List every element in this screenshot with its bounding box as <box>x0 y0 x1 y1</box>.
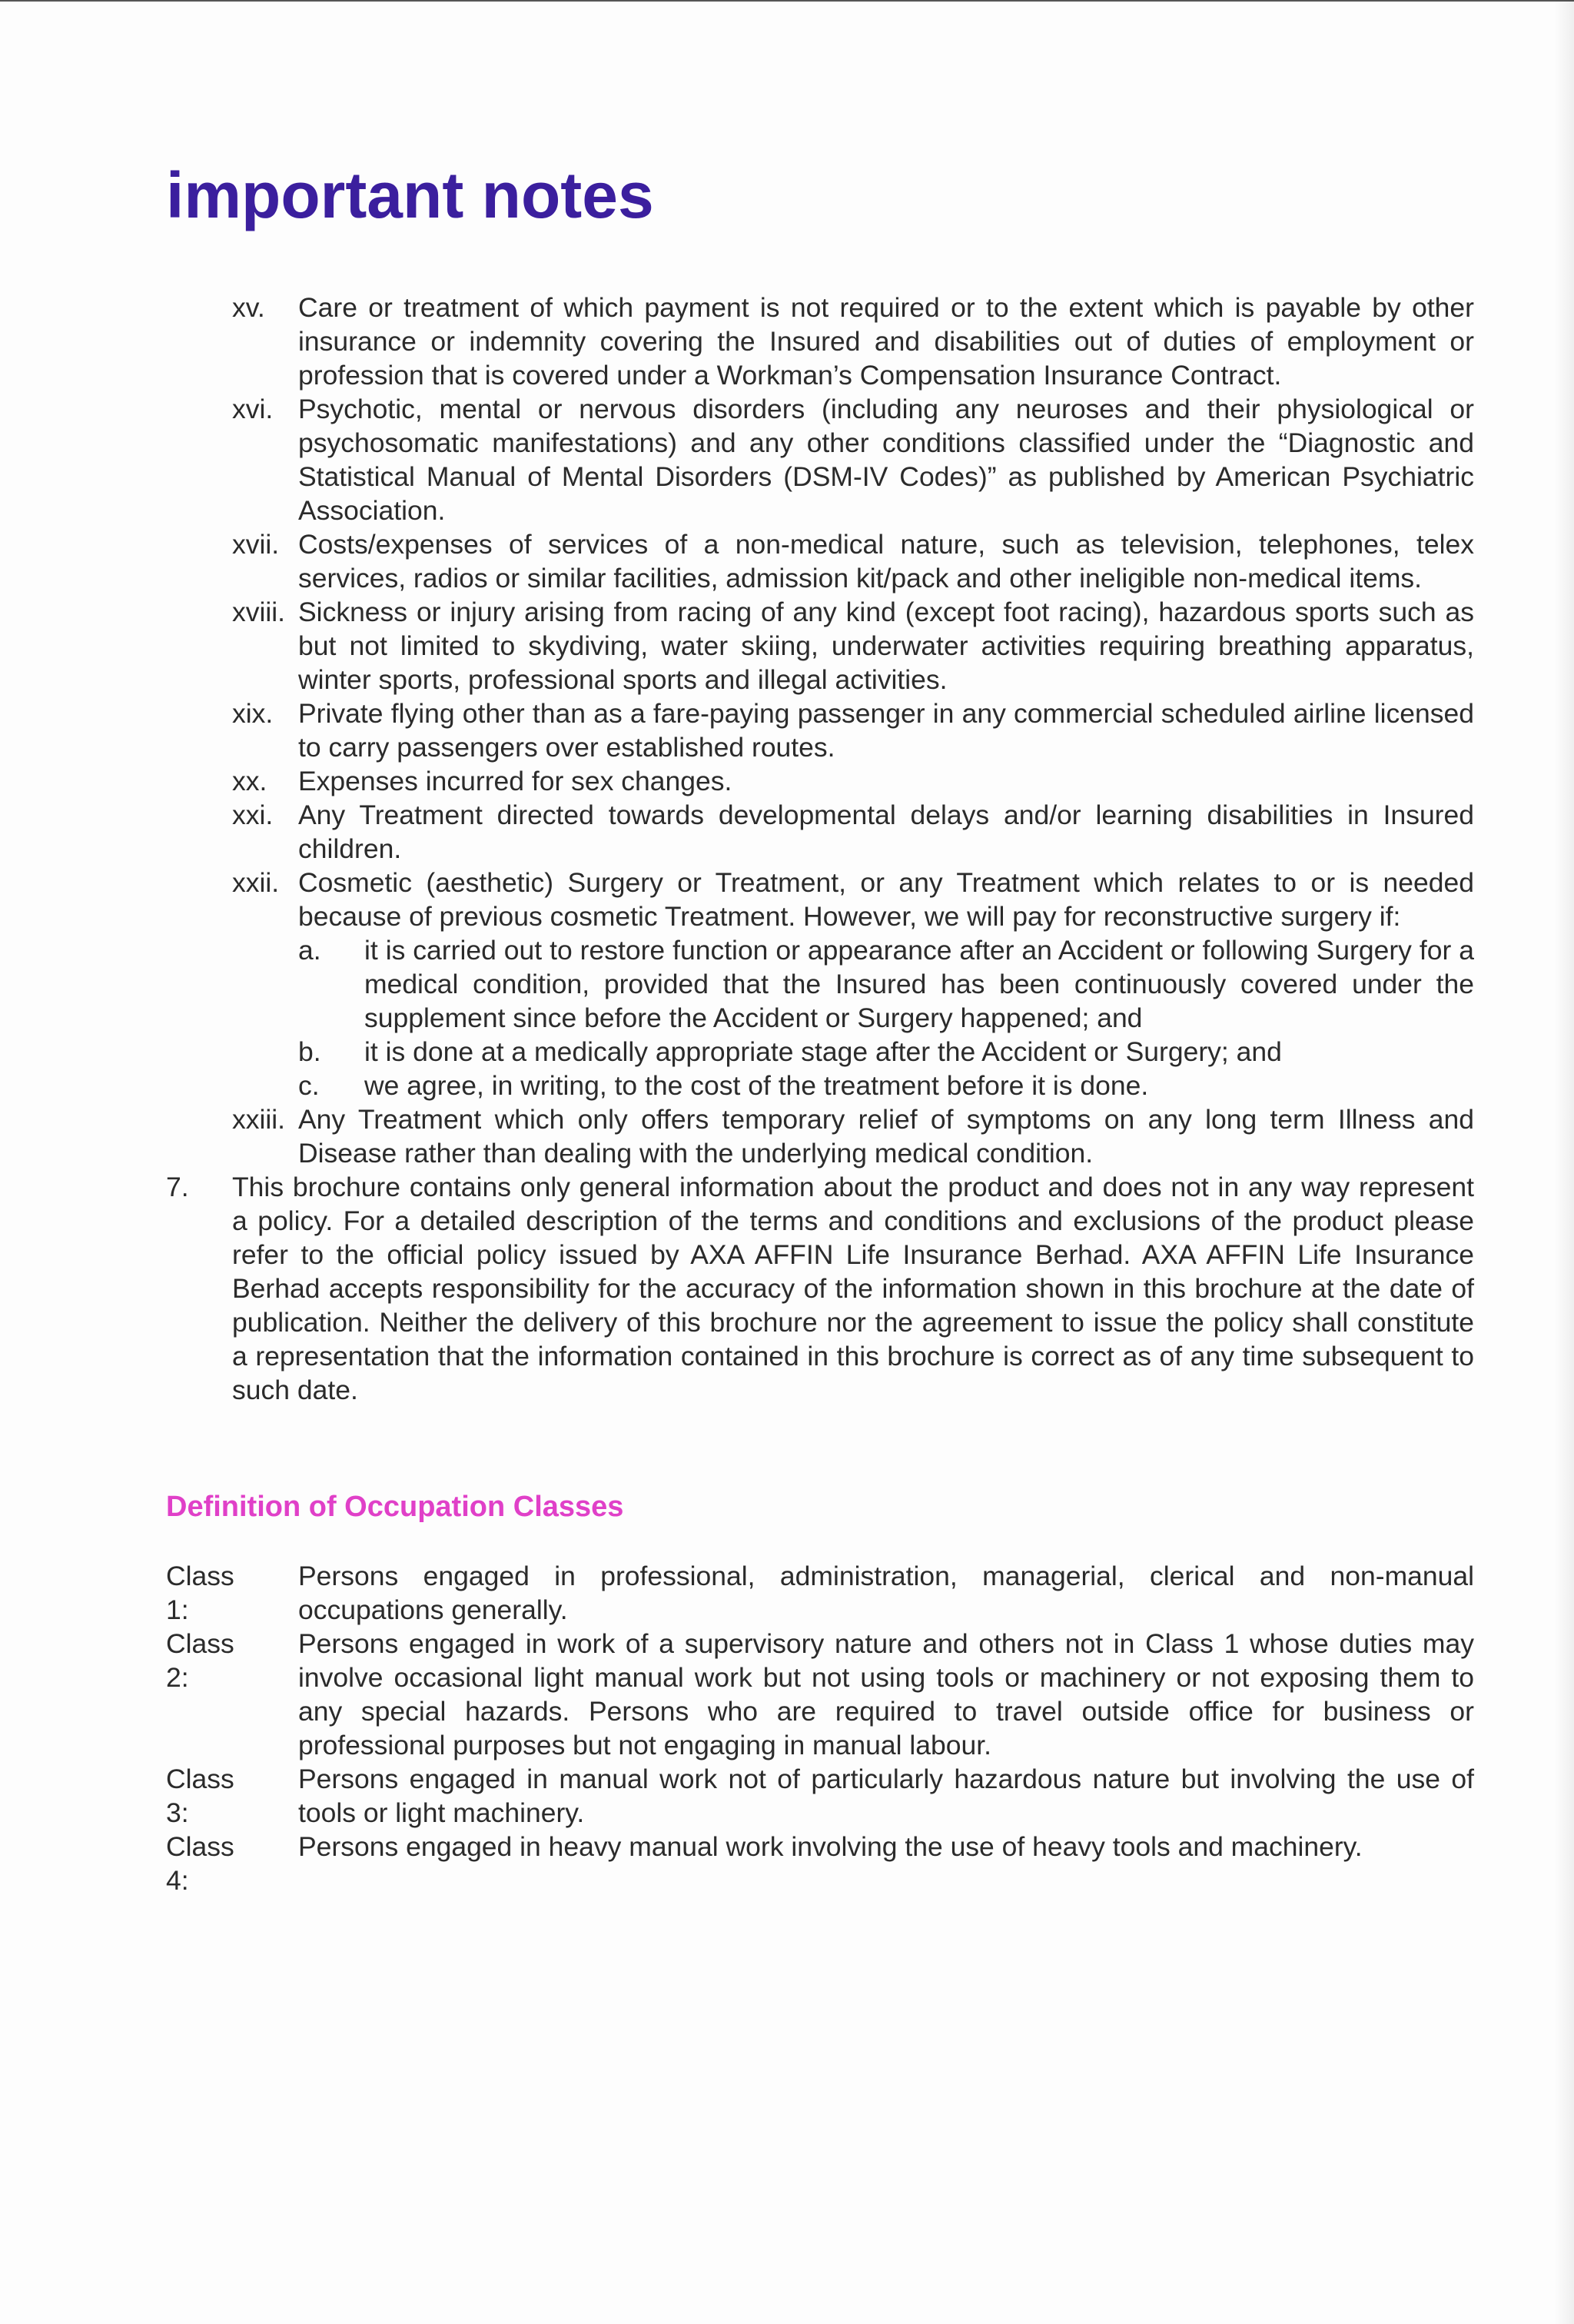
class-description: Persons engaged in professional, administration, managerial, clerical and non-manual occupations generally. <box>298 1561 1474 1625</box>
list-text: Sickness or injury arising from racing of any kind (except foot racing), hazardous sports such as but not limited to skydiving, water skiing, underwater activities requiring breathing apparatus, winter sports, professional sports and illegal activities. <box>298 597 1474 695</box>
list-marker: xx. <box>232 766 267 796</box>
class-label: Class 4: <box>166 1831 234 1896</box>
note-number: 7. <box>166 1172 189 1202</box>
class-description: Persons engaged in work of a supervisory nature and others not in Class 1 whose duties may involve occasional light manual work but not using tools or machinery or not exposing them to any special hazards. Persons who are required to travel outside office for business or professional purposes but not engaging in manual labour. <box>298 1628 1474 1760</box>
sub-list-marker: c. <box>298 1070 320 1101</box>
section-heading: Definition of Occupation Classes <box>166 1491 624 1523</box>
list-text: Psychotic, mental or nervous disorders (including any neuroses and their physiological or psychosomatic manifestations) and any other conditions classified under the “Diagnostic and Statistical Manual of Mental Disorders (DSM-IV Codes)” as published by American Psychiatric Association. <box>298 394 1474 526</box>
list-text: Care or treatment of which payment is not required or to the extent which is payable by other insurance or indemnity covering the Insured and disabilities out of duties of employment or profession that is covered under a Workman’s Compensation Insurance Contract. <box>298 292 1474 391</box>
class-label: Class 3: <box>166 1764 234 1828</box>
list-text: Cosmetic (aesthetic) Surgery or Treatment, or any Treatment which relates to or is needed because of previous cosmetic Treatment. However, we will pay for reconstructive surgery if: <box>298 867 1474 932</box>
sub-list-text: we agree, in writing, to the cost of the treatment before it is done. <box>364 1070 1149 1101</box>
list-marker: xvii. <box>232 529 280 560</box>
list-marker: xxi. <box>232 800 274 830</box>
page-top-edge <box>0 0 1574 2</box>
sub-list-text: it is carried out to restore function or appearance after an Accident or following Surgery for a medical condition, provided that the Insured has been continuously covered under the supplement since before the Accident or Surgery happened; and <box>364 935 1474 1033</box>
list-marker: xv. <box>232 292 265 323</box>
sub-list-marker: b. <box>298 1036 321 1067</box>
class-label: Class 1: <box>166 1561 234 1625</box>
page-title: important notes <box>166 159 654 231</box>
class-description: Persons engaged in heavy manual work involving the use of heavy tools and machinery. <box>298 1831 1363 1862</box>
list-marker: xviii. <box>232 597 286 627</box>
list-text: Any Treatment which only offers temporary relief of symptoms on any long term Illness and Disease rather than dealing with the underlying medical condition. <box>298 1104 1474 1169</box>
sub-list-text: it is done at a medically appropriate stage after the Accident or Surgery; and <box>364 1036 1282 1067</box>
class-label: Class 2: <box>166 1628 234 1693</box>
note-text: This brochure contains only general information about the product and does not in any way represent a policy. For a detailed description of the terms and conditions and exclusions of the product please refer to the official policy issued by AXA AFFIN Life Insurance Berhad. AXA AFFIN Life Insurance Berhad accepts responsibility for the accuracy of the information shown in this brochure at the date of publication. Neither the delivery of this brochure nor the agreement to issue the policy shall constitute a representation that the information contained in this brochure is correct as of any time subsequent to such date. <box>232 1172 1474 1405</box>
list-text: Any Treatment directed towards developmental delays and/or learning disabilities in Insured children. <box>298 800 1474 864</box>
list-marker: xxiii. <box>232 1104 286 1135</box>
class-description: Persons engaged in manual work not of particularly hazardous nature but involving the use of tools or light machinery. <box>298 1764 1474 1828</box>
list-marker: xvi. <box>232 394 274 424</box>
list-marker: xix. <box>232 698 274 729</box>
sub-list-marker: a. <box>298 935 321 966</box>
list-marker: xxii. <box>232 867 280 898</box>
list-text: Expenses incurred for sex changes. <box>298 766 732 796</box>
list-text: Private flying other than as a fare-paying passenger in any commercial scheduled airline licensed to carry passengers over established routes. <box>298 698 1474 763</box>
list-text: Costs/expenses of services of a non-medical nature, such as television, telephones, telex services, radios or similar facilities, admission kit/pack and other ineligible non-medical items. <box>298 529 1474 593</box>
page-right-shadow <box>1554 0 1574 2324</box>
